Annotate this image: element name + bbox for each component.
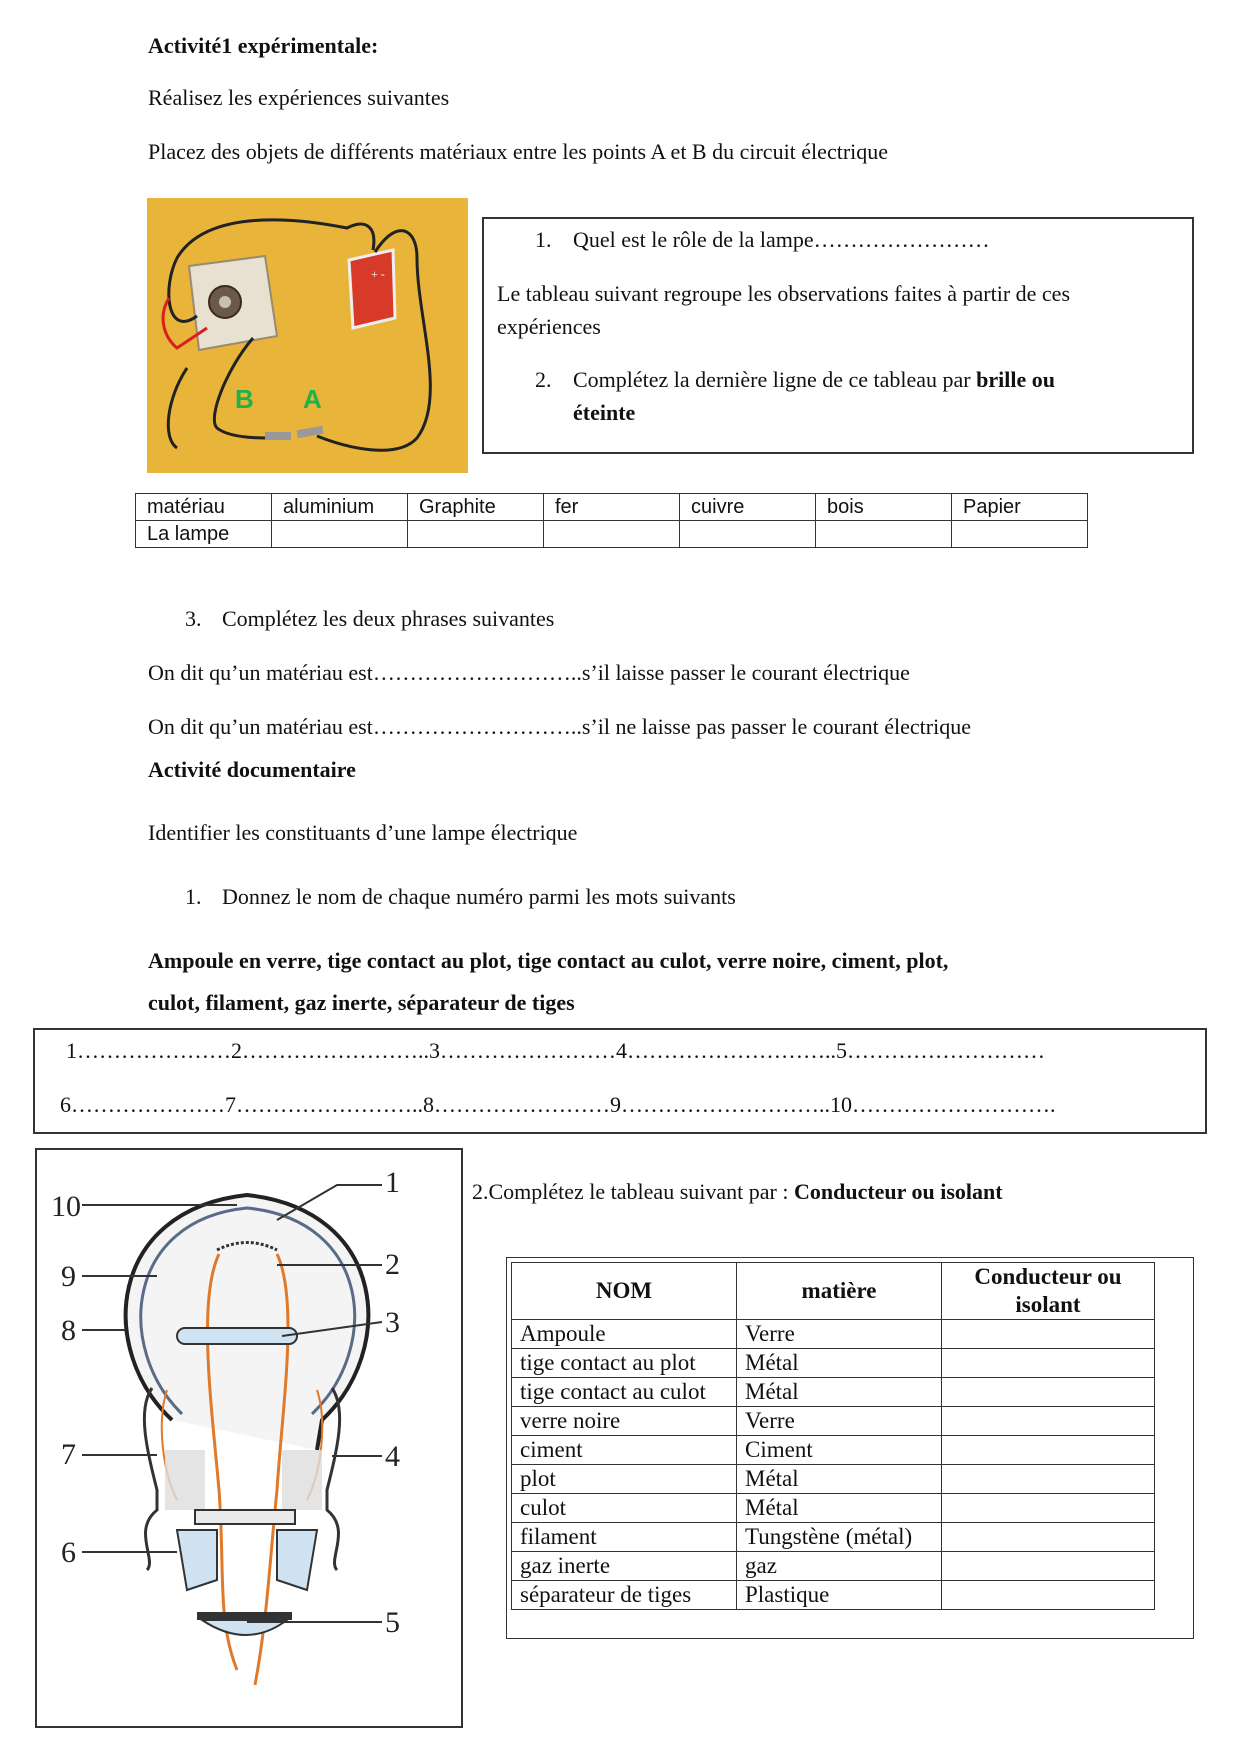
svg-text:+ -: + -: [371, 267, 385, 281]
answer-cell[interactable]: [942, 1581, 1155, 1610]
table-row: [512, 1320, 1155, 1349]
table-cell: Plastique: [737, 1581, 942, 1610]
table-cell: Verre: [737, 1320, 942, 1349]
table-cell: aluminium: [272, 494, 408, 521]
doc-question-2: [472, 1179, 1003, 1205]
intro-line-1: Réalisez les expériences suivantes: [148, 85, 450, 110]
table-cell: culot: [512, 1494, 737, 1523]
bulb-label-1: 1: [385, 1166, 400, 1199]
table-cell: tige contact au plot: [512, 1349, 737, 1378]
table-cell: Métal: [737, 1378, 942, 1407]
bulb-label-5: 5: [385, 1606, 400, 1639]
doc-question-1-text: Donnez le nom de chaque numéro parmi les mots suivants: [222, 884, 736, 909]
question-1-text: Quel est le rôle de la lampe……………………: [573, 227, 990, 252]
table-row: [512, 1436, 1155, 1465]
cement: [165, 1450, 205, 1510]
table-cell: matériau: [136, 494, 272, 521]
point-b-label: B: [235, 384, 254, 414]
question-2-bold-1: brille ou: [976, 367, 1055, 392]
table-row: [136, 521, 1088, 548]
table-cell: Ampoule: [512, 1320, 737, 1349]
answer-cell[interactable]: [408, 521, 544, 548]
table-row: [512, 1523, 1155, 1552]
table-cell: plot: [512, 1465, 737, 1494]
sentence-2: On dit qu’un matériau est………………………..s’il ne laisse pas passer le courant électrique: [148, 714, 971, 739]
answer-cell[interactable]: [942, 1436, 1155, 1465]
question-1-number: 1.: [535, 227, 552, 252]
header-matiere: matière: [737, 1263, 942, 1320]
answer-cell[interactable]: [942, 1407, 1155, 1436]
answers-line-2[interactable]: 6…………………7……………………..8……………………9………………………..10……………………….: [60, 1092, 1056, 1117]
table-row: [512, 1494, 1155, 1523]
bulb-diagram: [37, 1150, 461, 1726]
point-a-label: A: [303, 384, 322, 414]
table-cell: Ciment: [737, 1436, 942, 1465]
table-cell: cuivre: [680, 494, 816, 521]
answer-cell[interactable]: [942, 1378, 1155, 1407]
table-cell: ciment: [512, 1436, 737, 1465]
table-cell: tige contact au culot: [512, 1378, 737, 1407]
word-list-line-2: culot, filament, gaz inerte, séparateur de tiges: [148, 990, 575, 1015]
components-table: [511, 1262, 1155, 1610]
cap-insulator-left: [177, 1530, 217, 1590]
answer-cell[interactable]: [942, 1465, 1155, 1494]
table-cell: séparateur de tiges: [512, 1581, 737, 1610]
table-cell: Métal: [737, 1465, 942, 1494]
bulb-label-4: 4: [385, 1440, 400, 1473]
table-cell: Graphite: [408, 494, 544, 521]
table-row: [512, 1581, 1155, 1610]
answer-cell[interactable]: [952, 521, 1088, 548]
answer-cell[interactable]: [272, 521, 408, 548]
stem-separator: [177, 1328, 297, 1344]
materials-table: [135, 493, 1088, 548]
table-cell: gaz inerte: [512, 1552, 737, 1581]
answer-cell[interactable]: [942, 1349, 1155, 1378]
question-2-number: 2.: [535, 367, 552, 392]
sentence-1: On dit qu’un matériau est………………………..s’il laisse passer le courant électrique: [148, 660, 910, 685]
box-text-line-2: expériences: [497, 314, 601, 339]
bulb-label-7: 7: [61, 1438, 76, 1471]
table-cell: La lampe: [136, 521, 272, 548]
cap-insulator-right: [277, 1530, 317, 1590]
word-list-line-1: Ampoule en verre, tige contact au plot, tige contact au culot, verre noire, ciment, plot,: [148, 948, 949, 973]
table-cell: Tungstène (métal): [737, 1523, 942, 1552]
bulb-label-8: 8: [61, 1314, 76, 1347]
answer-cell[interactable]: [942, 1320, 1155, 1349]
table-cell: Métal: [737, 1349, 942, 1378]
page-title: Activité1 expérimentale:: [148, 33, 379, 58]
answer-cell[interactable]: [942, 1494, 1155, 1523]
circuit-photo: [147, 198, 468, 473]
question-3-number: 3.: [185, 606, 202, 631]
bulb-label-10: 10: [51, 1190, 81, 1223]
question-2-text: [573, 367, 1055, 393]
answer-cell[interactable]: [816, 521, 952, 548]
intro-line-2: Placez des objets de différents matériaux entre les points A et B du circuit électrique: [148, 139, 889, 164]
bulb-diagram-box: [35, 1148, 463, 1728]
table-cell: Papier: [952, 494, 1088, 521]
doc-question-2-plain: 2.Complétez le tableau suivant par :: [472, 1179, 794, 1204]
doc-question-2-bold: Conducteur ou isolant: [793, 1179, 1003, 1204]
bulb-label-9: 9: [61, 1260, 76, 1293]
answer-cell[interactable]: [544, 521, 680, 548]
box-text-line-1: Le tableau suivant regroupe les observations faites à partir de ces: [497, 281, 1070, 306]
table-row: [136, 494, 1088, 521]
doc-intro: Identifier les constituants d’une lampe électrique: [148, 820, 578, 845]
bulb-label-6: 6: [61, 1536, 76, 1569]
table-header-row: [512, 1263, 1155, 1320]
table-cell: bois: [816, 494, 952, 521]
table-cell: filament: [512, 1523, 737, 1552]
table-cell: Verre: [737, 1407, 942, 1436]
question-2-bold-2: éteinte: [573, 400, 636, 425]
table-row: [512, 1378, 1155, 1407]
table-row: [512, 1349, 1155, 1378]
doc-title: Activité documentaire: [148, 757, 356, 782]
header-conducteur: Conducteur ou isolant: [942, 1263, 1155, 1320]
table-cell: fer: [544, 494, 680, 521]
table-row: [512, 1552, 1155, 1581]
question-3-text: Complétez les deux phrases suivantes: [222, 606, 555, 631]
bulb-label-2: 2: [385, 1248, 400, 1281]
answers-line-1[interactable]: 1…………………2……………………..3……………………4………………………..5………………………: [66, 1038, 1045, 1063]
header-nom: NOM: [512, 1263, 737, 1320]
table-cell: gaz: [737, 1552, 942, 1581]
answer-cell[interactable]: [680, 521, 816, 548]
circuit-illustration: [147, 198, 468, 473]
bulb-label-3: 3: [385, 1306, 400, 1339]
table-row: [512, 1465, 1155, 1494]
table-row: [512, 1407, 1155, 1436]
answer-cell[interactable]: [942, 1552, 1155, 1581]
question-2-plain: Complétez la dernière ligne de ce tableau par: [573, 367, 977, 392]
table-cell: Métal: [737, 1494, 942, 1523]
table-cell: verre noire: [512, 1407, 737, 1436]
answer-cell[interactable]: [942, 1523, 1155, 1552]
doc-question-1-number: 1.: [185, 884, 202, 909]
battery: [349, 250, 395, 328]
